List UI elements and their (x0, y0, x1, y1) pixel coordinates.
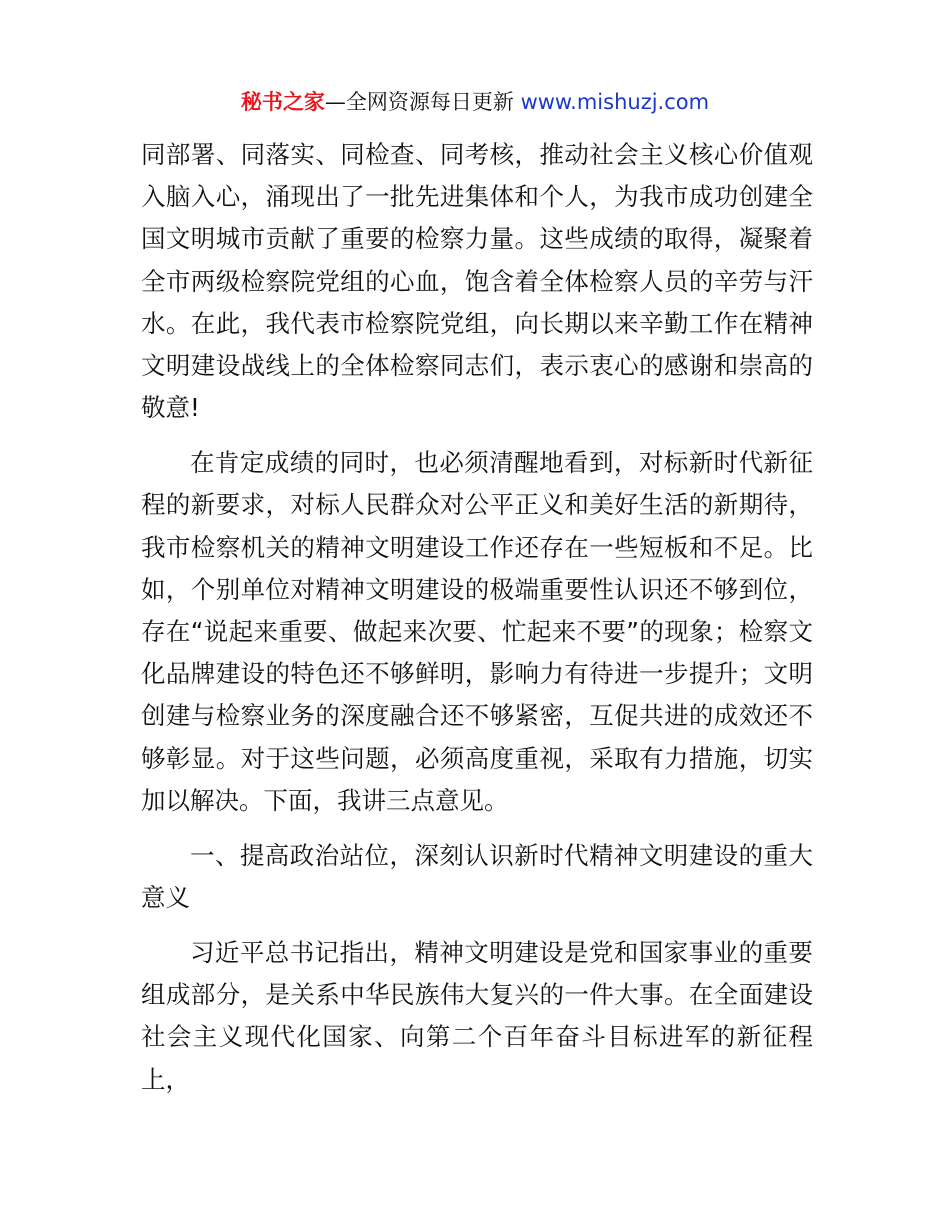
section-heading-1: 一、提高政治站位，深刻认识新时代精神文明建设的重大意义 (141, 840, 813, 913)
header-slogan: —全网资源每日更新 (324, 90, 521, 114)
document-body (141, 134, 813, 1114)
paragraph-2: 在肯定成绩的同时，也必须清醒地看到，对标新时代新征程的新要求，对标人民群众对公平正义和美好生活的新期待，我市检察机关的精神文明建设工作还存在一些短板和不足。比如，个别单位对精神文明建设的极端重要性认识还不够到位，存在“说起来重要、做起来次要、忙起来不要”的现象；检察文化品牌建设的特色还不够鲜明，影响力有待进一步提升；文明创建与检察业务的深度融合还不够紧密，互促共进的成效还不够彰显。对于这些问题，必须高度重视，采取有力措施，切实加以解决。下面，我讲三点意见。 (141, 448, 813, 815)
paragraph-3: 习近平总书记指出，精神文明建设是党和国家事业的重要组成部分，是关系中华民族伟大复兴的一件大事。在全面建设社会主义现代化国家、向第二个百年奋斗目标进军的新征程上， (141, 938, 813, 1094)
header-url[interactable]: www.mishuzj.com (520, 90, 710, 114)
page-header (0, 86, 950, 118)
paragraph-1: 同部署、同落实、同检查、同考核，推动社会主义核心价值观入脑入心，涌现出了一批先进集体和个人，为我市成功创建全国文明城市贡献了重要的检察力量。这些成绩的取得，凝聚着全市两级检察院党组的心血，饱含着全体检察人员的辛劳与汗水。在此，我代表市检察院党组，向长期以来辛勤工作在精神文明建设战线上的全体检察同志们，表示衷心的感谢和崇高的敬意! (141, 140, 813, 423)
header-brand: 秘书之家 (240, 90, 325, 114)
